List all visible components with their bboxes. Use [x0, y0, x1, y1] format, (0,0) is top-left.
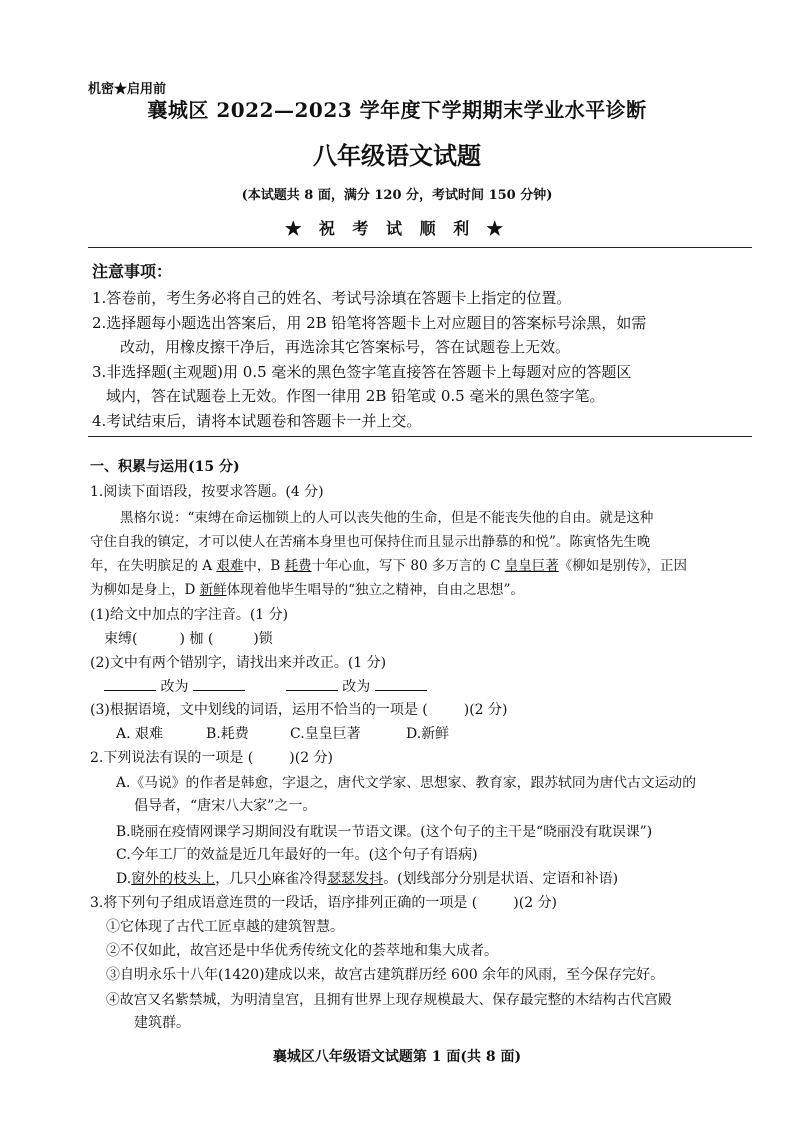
sentence-3: ③自明永乐十八年(1420)建成以来，故宫古建筑群历经 600 余年的风雨，至今保存完好。	[106, 967, 665, 983]
q2-option-d	[116, 868, 618, 888]
pinyin-text: ) 枷 (	[179, 631, 214, 647]
question-text: )(2 分)	[289, 750, 334, 766]
option-text: ，几只	[215, 871, 258, 887]
passage-text: 十年心血，写下 80 多万言的 C	[311, 558, 505, 574]
sentence-1: ①它体现了古代工匠卓越的建筑智慧。	[106, 919, 344, 935]
passage-text: 为柳如是身上，D	[90, 582, 200, 598]
change-to-label: 改为	[342, 679, 371, 695]
sentence-4-cont: 建筑群。	[134, 1015, 190, 1031]
q2-option-b: B.晓丽在疫情网课学习期间没有耽误一节语文课。(这个句子的主干是“晓丽没有耽误课”)	[116, 824, 653, 840]
passage-line: 守住自我的镇定，才可以使人在苦痛本身里也可保持住而且显示出静慕的和悦”。陈寅恪先生晚	[90, 534, 651, 550]
passage-text: 《柳如是别传》，正因	[558, 558, 687, 574]
notice-item: 域内，答在试题卷上无效。作图一律用 2B 铅笔或 0.5 毫米的黑色签字笔。	[106, 387, 605, 405]
option-text: 麻雀冷得	[271, 871, 328, 887]
sub-question-1: (1)给文中加点的字注音。(1 分)	[90, 607, 289, 623]
underlined-word: 新鲜	[199, 582, 227, 598]
option-text: 。(划线部分分别是状语、定语和补语)	[383, 871, 619, 887]
passage-line: 黑格尔说：“束缚在命运枷锁上的人可以丧失他的生命，但是不能丧失他的自由。就是这种	[120, 510, 654, 526]
change-to-label: 改为	[160, 679, 189, 695]
passage-line	[90, 554, 687, 574]
passage-line	[90, 578, 524, 598]
question-2-stem	[90, 747, 333, 767]
notice-item: 4.考试结束后，请将本试题卷和答题卡一并上交。	[92, 412, 422, 430]
underlined-word: 艰难	[216, 558, 244, 574]
underlined-word: 窗外的枝头上	[131, 871, 216, 887]
question-text: 3.将下列句子组成语意连贯的一段话，语序排列正确的一项是 (	[90, 895, 478, 911]
notice-heading: 注意事项：	[92, 262, 173, 281]
section-heading: 一、积累与运用(15 分)	[90, 459, 240, 475]
answer-blank[interactable]	[286, 676, 338, 691]
passage-text: 体现着他毕生唱导的“独立之精神，自由之思想”。	[226, 582, 524, 598]
passage-text: 年，在失明膑足的 A	[90, 558, 217, 574]
answer-blank[interactable]	[104, 676, 156, 691]
underlined-word: 耗费	[284, 558, 312, 574]
confidential-label: 机密★启用前	[88, 82, 167, 97]
question-text: (3)根据语境，文中划线的词语，运用不恰当的一项是 (	[90, 702, 428, 718]
question-1-stem: 1.阅读下面语段，按要求答题。(4 分)	[90, 484, 324, 500]
passage-text: 中，B	[243, 558, 285, 574]
exam-subject-title: 八年级语文试题	[313, 141, 481, 170]
answer-blank[interactable]	[193, 676, 245, 691]
option-a: A. 艰难	[116, 726, 164, 742]
underlined-word: 瑟瑟发抖	[327, 871, 384, 887]
sentence-4: ④故宫又名紫禁城，为明清皇宫，且拥有世界上现存规模最大、保存最完整的木结构古代宫殿	[106, 992, 672, 1008]
notice-item: 改动，用橡皮擦干净后，再选涂其它答案标号，答在试题卷上无效。	[120, 338, 571, 356]
q2-option-a: A.《马说》的作者是韩愈，字退之，唐代文学家、思想家、教育家，跟苏轼同为唐代古文运动的	[116, 775, 697, 791]
option-b: B.耗费	[206, 726, 249, 742]
pinyin-text: 束缚(	[104, 631, 138, 647]
answer-blank[interactable]	[375, 676, 427, 691]
divider-bottom	[88, 436, 752, 437]
notice-item: 2.选择题每小题选出答案后，用 2B 铅笔将答题卡上对应题目的答案标号涂黑，如需	[92, 314, 647, 332]
page-footer: 襄城区八年级语文试题第 1 面(共 8 面)	[272, 1049, 522, 1065]
notice-item: 3.非选择题(主观题)用 0.5 毫米的黑色签字笔直接答在答题卡上每题对应的答题区	[92, 363, 632, 381]
underlined-word: 皇皇巨著	[504, 558, 559, 574]
question-text: )(2 分)	[513, 895, 558, 911]
question-text: )(2 分)	[463, 702, 508, 718]
question-3-stem	[90, 892, 557, 912]
pinyin-blanks	[104, 628, 273, 648]
underlined-word: 小	[257, 871, 272, 887]
correction-blanks	[104, 676, 427, 696]
q2-option-c: C.今年工厂的效益是近几年最好的一年。(这个句子有语病)	[116, 847, 478, 863]
question-text: 2.下列说法有误的一项是 (	[90, 750, 254, 766]
good-luck-banner: ★ 祝 考 试 顺 利 ★	[285, 219, 509, 238]
sub-question-2: (2)文中有两个错别字，请找出来并改正。(1 分)	[90, 655, 387, 671]
option-d: D.新鲜	[406, 726, 450, 742]
sub-question-3	[90, 699, 508, 719]
notice-item: 1.答卷前，考生务必将自己的姓名、考试号涂填在答题卡上指定的位置。	[92, 289, 572, 307]
pinyin-text: )锁	[253, 631, 273, 647]
exam-title: 襄城区 2022—2023 学年度下学期期末学业水平诊断	[147, 98, 647, 122]
divider-top	[88, 247, 752, 248]
option-text: D.	[116, 871, 132, 887]
sentence-2: ②不仅如此，故宫还是中华优秀传统文化的荟萃地和集大成者。	[106, 943, 498, 959]
q2-option-a-cont: 倡导者，“唐宋八大家”之一。	[134, 798, 317, 814]
option-c: C.皇皇巨著	[290, 726, 361, 742]
exam-info: (本试题共 8 面，满分 120 分，考试时间 150 分钟)	[241, 188, 553, 203]
